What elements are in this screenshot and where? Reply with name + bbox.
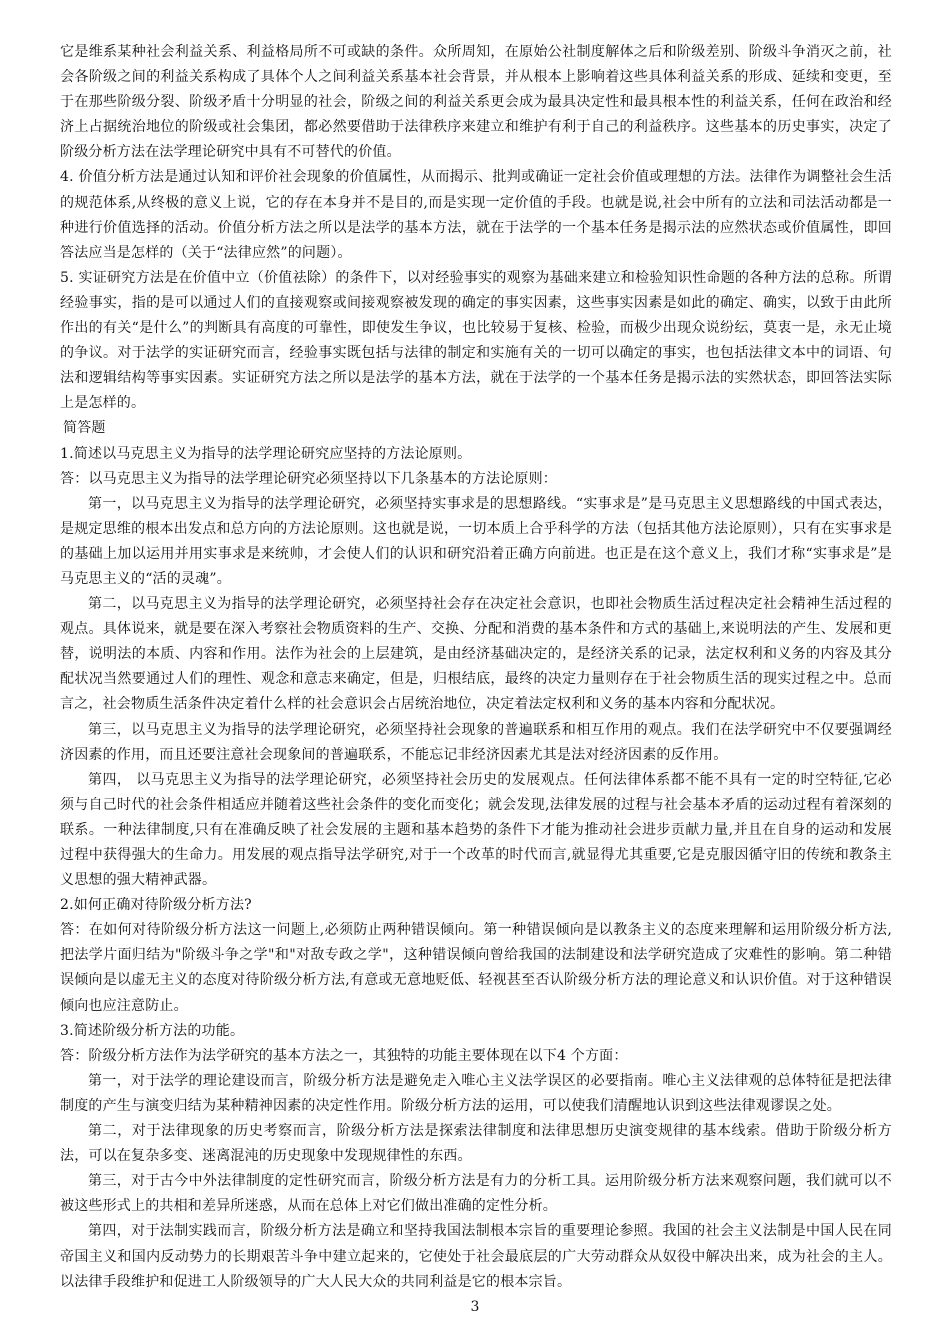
answer-point: 第三，对于古今中外法律制度的定性研究而言，阶级分析方法是有力的分析工具。运用阶级分析方法来观察问题，我们就可以不被这些形式上的共相和差异所迷惑，从而在总体上对它们做出准确的定性分析。 [60,1173,892,1215]
answer-intro: 答：以马克思主义为指导的法学理论研究必须坚持以下几条基本的方法论原则： [60,470,557,487]
answer-point: 第一，以马克思主义为指导的法学理论研究，必须坚持实事求是的思想路线。“实事求是”是马克思主义思想路线的中国式表达，是规定思维的根本出发点和总方向的方法论原则。这也就是说，一切本质上合乎科学的方法（包括其他方法论原则），只有在实事求是的基础上加以运用并用实事求是来统帅，才会使人们的认识和研究沿着正确方向前进。也正是在这个意义上，我们才称“实事求是”是马克思主义的“活的灵魂”。 [60,495,892,587]
question: 2.如何正确对待阶级分析方法? [60,897,252,914]
paragraph: 5. 实证研究方法是在价值中立（价值祛除）的条件下，以对经验事实的观察为基础来建立和检验知识性命题的各种方法的总称。所谓经验事实，指的是可以通过人们的直接观察或间接观察被发现的确定的事实因素，这些事实因素是如此的确定、确实，以致于由此所作出的有关“是什么”的判断具有高度的可靠性，即使发生争议，也比较易于复核、检验，而极少出现众说纷纭，莫衷一是，永无止境的争议。对于法学的实证研究而言，经验事实既包括与法律的制定和实施有关的一切可以确定的事实，也包括法律文本中的词语、句法和逻辑结构等事实因素。实证研究方法之所以是法学的基本方法，就在于法学的一个基本任务是揭示法的实然状态，即回答法实际上是怎样的。 [60,269,892,412]
page-number: 3 [470,1299,480,1315]
answer-point: 第二，对于法律现象的历史考察而言，阶级分析方法是探索法律制度和法律思想历史演变规律的基本线索。借助于阶级分析方法，可以在复杂多变、迷离混沌的历史现象中发现规律性的东西。 [60,1123,892,1165]
question: 3.简述阶级分析方法的功能。 [60,1022,245,1039]
answer-point: 第四，对于法制实践而言，阶级分析方法是确立和坚持我国法制根本宗旨的重要理论参照。我国的社会主义法制是中国人民在同帝国主义和国内反动势力的长期艰苦斗争中建立起来的，它使处于社会最底层的广大劳动群众从奴役中解决出来，成为社会的主人。以法律手段维护和促进工人阶级领导的广大人民大众的共同利益是它的根本宗旨。 [60,1223,892,1290]
answer-intro: 答：阶级分析方法作为法学研究的基本方法之一，其独特的功能主要体现在以下4 个方面： [60,1047,628,1064]
paragraph: 4. 价值分析方法是通过认知和评价社会现象的价值属性，从而揭示、批判或确证一定社会价值或理想的方法。法律作为调整社会生活的规范体系,从终极的意义上说，它的存在本身并不是目的,而是实现一定价值的手段。也就是说,社会中所有的立法和司法活动都是一种进行价值选择的活动。价值分析方法之所以是法学的基本方法，就在于法学的一个基本任务是揭示法的应然状态或价值属性，即回答法应当是怎样的（关于“法律应然”的问题）。 [60,169,892,261]
answer-point: 第三，以马克思主义为指导的法学理论研究，必须坚持社会现象的普遍联系和相互作用的观点。我们在法学研究中不仅要强调经济因素的作用，而且还要注意社会现象间的普遍联系，不能忘记非经济因素尤其是法对经济因素的反作用。 [60,721,892,763]
document-body [60,40,892,1295]
section-heading: 简答题 [63,420,106,437]
question: 1.简述以马克思主义为指导的法学理论研究应坚持的方法论原则。 [60,445,472,462]
answer-point: 第四， 以马克思主义为指导的法学理论研究，必须坚持社会历史的发展观点。任何法律体系都不能不具有一定的时空特征,它必须与自己时代的社会条件相适应并随着这些社会条件的变化而变化；就会发现,法律发展的过程与社会基本矛盾的运动过程有着深刻的联系。一种法律制度,只有在准确反映了社会发展的主题和基本趋势的条件下才能为推动社会进步贡献力量,并且在自身的运动和发展过程中获得强大的生命力。用发展的观点指导法学研究,对于一个改革的时代而言,就显得尤其重要,它是克服因循守旧的传统和教条主义思想的强大精神武器。 [60,771,892,889]
paragraph: 它是维系某种社会利益关系、利益格局所不可或缺的条件。众所周知，在原始公社制度解体之后和阶级差别、阶级斗争消灭之前，社会各阶级之间的利益关系构成了具体个人之间利益关系基本社会背景，并从根本上影响着这些具体利益关系的形成、延续和变更，至于在那些阶级分裂、阶级矛盾十分明显的社会，阶级之间的利益关系更会成为最具决定性和最具根本性的利益关系，任何在政治和经济上占据统治地位的阶级或社会集团，都必然要借助于法律秩序来建立和维护有利于自己的利益秩序。这些基本的历史事实，决定了阶级分析方法在法学理论研究中具有不可替代的价值。 [60,44,892,161]
answer-point: 第一，对于法学的理论建设而言，阶级分析方法是避免走入唯心主义法学误区的必要指南。唯心主义法律观的总体特征是把法律制度的产生与演变归结为某种精神因素的决定性作用。阶级分析方法的运用，可以使我们清醒地认识到这些法律观谬误之处。 [60,1072,892,1114]
answer-point: 第二，以马克思主义为指导的法学理论研究，必须坚持社会存在决定社会意识，也即社会物质生活过程决定社会精神生活过程的观点。具体说来，就是要在深入考察社会物质资料的生产、交换、分配和消费的基本条件和方式的基础上,来说明法的产生、发展和更替，说明法的本质、内容和作用。法作为社会的上层建筑，是由经济基础决定的，是经济关系的记录，法定权利和义务的内容及其分配状况当然要通过人们的理性、观念和意志来确定，但是，归根结底，最终的决定力量则存在于社会物质生活的现实过程之中。总而言之，社会物质生活条件决定着什么样的社会意识会占居统治地位，决定着法定权利和义务的基本内容和分配状况。 [60,596,892,713]
answer: 答：在如何对待阶级分析方法这一问题上,必须防止两种错误倾向。第一种错误倾向是以教条主义的态度来理解和运用阶级分析方法,把法学片面归结为"阶级斗争之学"和"对敌专政之学"，这种错误倾向曾给我国的法制建设和法学研究造成了灾难性的影响。第二种错误倾向是以虚无主义的态度对待阶级分析方法,有意或无意地贬低、轻视甚至否认阶级分析方法的理论意义和认识价值。对于这种错误倾向也应注意防止。 [60,922,892,1014]
